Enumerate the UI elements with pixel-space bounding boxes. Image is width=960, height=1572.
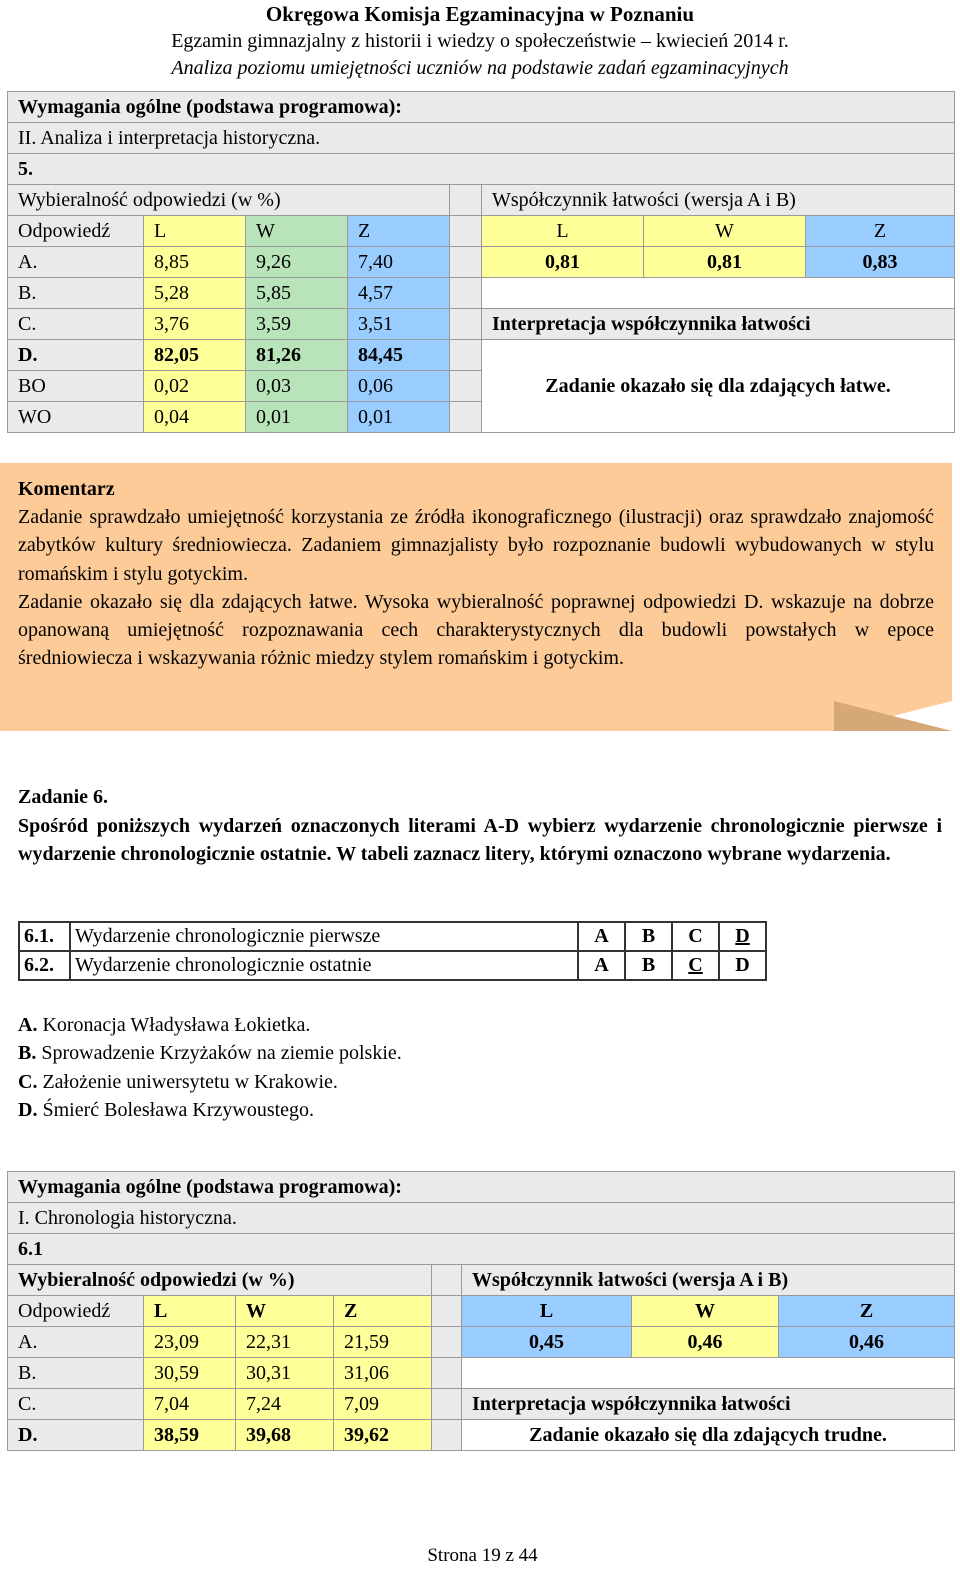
- cell-L: 3,76: [144, 309, 246, 340]
- answer-row-number: 6.1.: [19, 922, 70, 951]
- answer-letter-a[interactable]: A: [578, 922, 625, 951]
- row-label: B.: [8, 1358, 144, 1389]
- spacer-cell: [432, 1327, 462, 1358]
- page-footer: Strona 19 z 44: [427, 1545, 538, 1566]
- cell-W: 0,03: [246, 371, 348, 402]
- cell-Z: 84,45: [348, 340, 450, 371]
- interpretation-value: Zadanie okazało się dla zdających trudne.: [462, 1420, 955, 1451]
- cell-W: 7,24: [236, 1389, 334, 1420]
- coef-col-Z: Z: [779, 1296, 955, 1327]
- comment-paragraph: Zadanie sprawdzało umiejętność korzystania ze źródła ikonograficznego (ilustracji) oraz sprawdzało znajomość zabytków kultury średniowiecza. Zadaniem gimnazjalisty było rozpoznanie budowli wybudowanych w stylu romańskim i stylu gotyckim.: [18, 506, 934, 585]
- coef-col-L: L: [462, 1296, 632, 1327]
- row-label: A.: [8, 247, 144, 278]
- requirements-title: Wymagania ogólne (podstawa programowa):: [8, 92, 955, 123]
- answer-letter-c[interactable]: C: [672, 922, 719, 951]
- row-label: WO: [8, 402, 144, 433]
- spacer-cell: [450, 402, 482, 433]
- cell-W: 30,31: [236, 1358, 334, 1389]
- row-label: D.: [8, 340, 144, 371]
- requirements-value: II. Analiza i interpretacja historyczna.: [8, 123, 955, 154]
- interpretation-title: Interpretacja współczynnika łatwości: [462, 1389, 955, 1420]
- answer-letter-d[interactable]: D: [719, 922, 766, 951]
- options-list: [18, 1011, 402, 1124]
- cell-W: 9,26: [246, 247, 348, 278]
- comment-title: Komentarz: [18, 478, 115, 500]
- cell-W: 39,68: [236, 1420, 334, 1451]
- answer-row-number: 6.2.: [19, 951, 70, 980]
- coef-value-W: 0,81: [644, 247, 806, 278]
- selection-title: Wybieralność odpowiedzi (w %): [8, 185, 450, 216]
- answer-row-text: Wydarzenie chronologicznie ostatnie: [70, 951, 578, 980]
- spacer-cell: [450, 309, 482, 340]
- page-fold-shadow: [834, 701, 952, 731]
- row-label: D.: [8, 1420, 144, 1451]
- cell-W: 81,26: [246, 340, 348, 371]
- option-text: Założenie uniwersytetu w Krakowie.: [42, 1070, 338, 1093]
- answer-letter-d[interactable]: D: [719, 951, 766, 980]
- cell-L: 0,02: [144, 371, 246, 402]
- cell-Z: 3,51: [348, 309, 450, 340]
- coefficient-title: Współczynnik łatwości (wersja A i B): [462, 1265, 955, 1296]
- task6: [18, 783, 942, 869]
- spacer-cell: [450, 278, 482, 309]
- empty-cell: [462, 1358, 955, 1389]
- row-label: A.: [8, 1327, 144, 1358]
- option-item: [18, 1011, 402, 1039]
- requirements-title: Wymagania ogólne (podstawa programowa):: [8, 1172, 955, 1203]
- cell-Z: 31,06: [334, 1358, 432, 1389]
- spacer-cell: [432, 1296, 462, 1327]
- col-Z: Z: [334, 1296, 432, 1327]
- interpretation-title: Interpretacja współczynnika łatwości: [482, 309, 955, 340]
- cell-W: 22,31: [236, 1327, 334, 1358]
- col-L: L: [144, 216, 246, 247]
- spacer-cell: [432, 1389, 462, 1420]
- header-analysis: Analiza poziomu umiejętności uczniów na podstawie zadań egzaminacyjnych: [171, 57, 789, 79]
- cell-L: 30,59: [144, 1358, 236, 1389]
- cell-Z: 7,40: [348, 247, 450, 278]
- comment-box: [0, 463, 952, 731]
- col-answer: Odpowiedź: [8, 1296, 144, 1327]
- item-number: 5.: [8, 154, 955, 185]
- row-label: C.: [8, 1389, 144, 1420]
- task-instruction: Spośród poniższych wydarzeń oznaczonych literami A-D wybierz wydarzenie chronologicznie pierwsze i wydarzenie chronologicznie ostatnie. W tabeli zaznacz litery, którymi oznaczono wybrane wydarzenia.: [18, 814, 942, 865]
- cell-W: 0,01: [246, 402, 348, 433]
- header-title: Okręgowa Komisja Egzaminacyjna w Poznaniu: [265, 2, 695, 26]
- coef-col-Z: Z: [806, 216, 955, 247]
- spacer-cell: [450, 185, 482, 216]
- answer-row-text: Wydarzenie chronologicznie pierwsze: [70, 922, 578, 951]
- cell-Z: 4,57: [348, 278, 450, 309]
- row-label: B.: [8, 278, 144, 309]
- option-text: Śmierć Bolesława Krzywoustego.: [42, 1098, 315, 1121]
- row-label: C.: [8, 309, 144, 340]
- cell-W: 3,59: [246, 309, 348, 340]
- answer-letter-a[interactable]: A: [578, 951, 625, 980]
- coef-col-L: L: [482, 216, 644, 247]
- option-text: Koronacja Władysława Łokietka.: [42, 1014, 311, 1036]
- option-letter: C.: [18, 1070, 38, 1093]
- selection-title: Wybieralność odpowiedzi (w %): [8, 1265, 432, 1296]
- spacer-cell: [450, 371, 482, 402]
- cell-Z: 21,59: [334, 1327, 432, 1358]
- spacer-cell: [432, 1265, 462, 1296]
- interpretation-value: Zadanie okazało się dla zdających łatwe.: [482, 340, 955, 433]
- answer-letter-c[interactable]: C: [672, 951, 719, 980]
- option-letter: D.: [18, 1098, 38, 1121]
- cell-Z: 0,06: [348, 371, 450, 402]
- spacer-cell: [450, 247, 482, 278]
- cell-Z: 39,62: [334, 1420, 432, 1451]
- answer-table: [18, 921, 767, 981]
- option-item: [18, 1096, 402, 1124]
- spacer-cell: [450, 340, 482, 371]
- spacer-cell: [432, 1420, 462, 1451]
- cell-Z: 0,01: [348, 402, 450, 433]
- cell-Z: 7,09: [334, 1389, 432, 1420]
- task-number: Zadanie 6.: [18, 786, 109, 808]
- option-letter: B.: [18, 1042, 37, 1065]
- item-number: 6.1: [8, 1234, 955, 1265]
- header-subtitle: Egzamin gimnazjalny z historii i wiedzy o społeczeństwie – kwiecień 2014 r.: [171, 30, 789, 52]
- coef-value-Z: 0,46: [779, 1327, 955, 1358]
- cell-L: 82,05: [144, 340, 246, 371]
- coef-value-Z: 0,83: [806, 247, 955, 278]
- coef-value-W: 0,46: [632, 1327, 779, 1358]
- option-item: [18, 1039, 402, 1067]
- coef-value-L: 0,45: [462, 1327, 632, 1358]
- answer-letter-b[interactable]: B: [625, 951, 672, 980]
- spacer-cell: [450, 216, 482, 247]
- cell-L: 23,09: [144, 1327, 236, 1358]
- spacer-cell: [432, 1358, 462, 1389]
- empty-cell: [482, 278, 955, 309]
- cell-L: 0,04: [144, 402, 246, 433]
- cell-L: 7,04: [144, 1389, 236, 1420]
- cell-L: 8,85: [144, 247, 246, 278]
- option-letter: A.: [18, 1014, 38, 1036]
- col-W: W: [236, 1296, 334, 1327]
- cell-W: 5,85: [246, 278, 348, 309]
- task5-stats-table: [7, 91, 955, 433]
- coef-col-W: W: [644, 216, 806, 247]
- cell-L: 5,28: [144, 278, 246, 309]
- requirements-value: I. Chronologia historyczna.: [8, 1203, 955, 1234]
- col-L: L: [144, 1296, 236, 1327]
- option-text: Sprowadzenie Krzyżaków na ziemie polskie.: [41, 1042, 402, 1065]
- coefficient-title: Współczynnik łatwości (wersja A i B): [482, 185, 955, 216]
- task6-stats-table: [7, 1171, 955, 1451]
- cell-L: 38,59: [144, 1420, 236, 1451]
- option-item: [18, 1068, 402, 1096]
- col-Z: Z: [348, 216, 450, 247]
- col-answer: Odpowiedź: [8, 216, 144, 247]
- row-label: BO: [8, 371, 144, 402]
- col-W: W: [246, 216, 348, 247]
- answer-letter-b[interactable]: B: [625, 922, 672, 951]
- comment-paragraph: Zadanie okazało się dla zdających łatwe. Wysoka wybieralność poprawnej odpowiedzi D. wskazuje na dobrze opanowaną umiejętność rozpoznawania cech charakterystycznych dla budowli powstałych w epoce średniowiecza i wskazywania różnic miedzy stylem romańskim i gotyckim.: [18, 590, 934, 670]
- coef-value-L: 0,81: [482, 247, 644, 278]
- coef-col-W: W: [632, 1296, 779, 1327]
